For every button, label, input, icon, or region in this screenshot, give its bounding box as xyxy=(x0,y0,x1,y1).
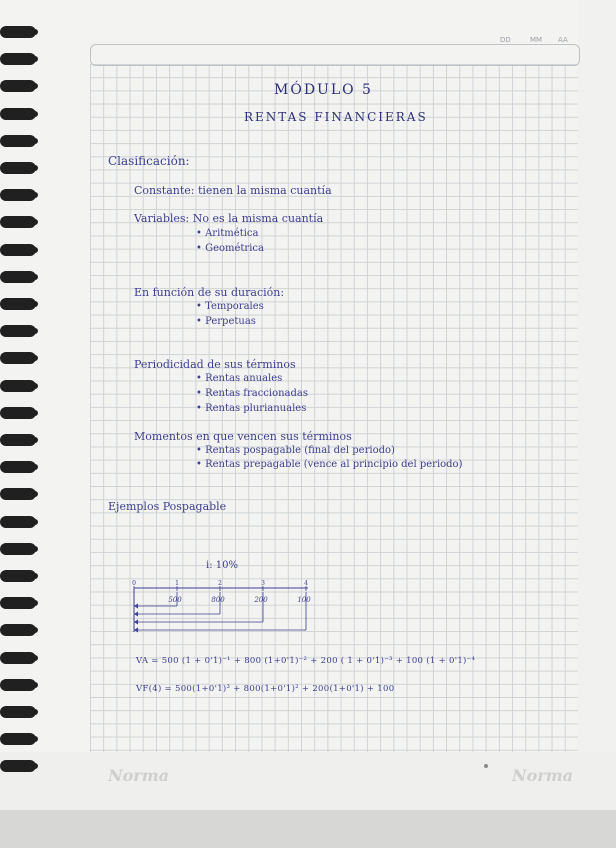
heading-clasificacion: Clasificación: xyxy=(108,154,190,168)
spiral-ring xyxy=(0,516,36,528)
cash-amount: 100 xyxy=(297,596,311,604)
text-momentos: Momentos en que vencen sus términos xyxy=(134,430,352,443)
discount-arrowhead xyxy=(134,604,138,609)
item-pospagable: • Rentas pospagable (final del periodo) xyxy=(196,445,395,456)
spiral-ring xyxy=(0,189,36,201)
date-field-year: AA xyxy=(558,36,568,44)
left-margin xyxy=(0,0,90,848)
brand-logo-left: Norma xyxy=(108,766,170,785)
page-subtitle: RENTAS FINANCIERAS xyxy=(244,110,428,124)
text-variables: Variables: No es la misma cuantía xyxy=(134,212,324,225)
interest-rate: i: 10% xyxy=(206,560,238,571)
spiral-ring xyxy=(0,488,36,500)
item-aritmetica: • Aritmética xyxy=(196,228,259,239)
spiral-ring xyxy=(0,706,36,718)
right-margin xyxy=(578,0,616,848)
item-geometrica: • Geométrica xyxy=(196,243,264,254)
spiral-ring xyxy=(0,760,36,772)
page-title: MÓDULO 5 xyxy=(274,82,373,98)
spiral-ring xyxy=(0,624,36,636)
date-field-month: MM xyxy=(530,36,543,44)
spiral-ring xyxy=(0,162,36,174)
vf-formula: VF(4) = 500(1+0'1)³ + 800(1+0'1)² + 200(1+0'1) + 100 xyxy=(136,684,395,694)
period-label: 4 xyxy=(304,580,308,587)
spiral-ring xyxy=(0,80,36,92)
item-temporales: • Temporales xyxy=(196,301,264,312)
spiral-ring xyxy=(0,325,36,337)
cash-amount: 800 xyxy=(211,596,225,604)
spiral-ring xyxy=(0,380,36,392)
item-plurianuales: • Rentas plurianuales xyxy=(196,403,307,414)
period-label: 1 xyxy=(175,580,179,587)
spiral-ring xyxy=(0,135,36,147)
spiral-ring xyxy=(0,26,36,38)
cash-amount: 500 xyxy=(168,596,182,604)
spiral-ring xyxy=(0,352,36,364)
spiral-ring xyxy=(0,679,36,691)
item-anuales: • Rentas anuales xyxy=(196,373,283,384)
spiral-ring xyxy=(0,733,36,745)
ink-dot xyxy=(484,764,488,768)
spiral-ring xyxy=(0,407,36,419)
spiral-ring xyxy=(0,271,36,283)
item-prepagable: • Rentas prepagable (vence al principio del periodo) xyxy=(196,459,463,470)
cash-amount: 200 xyxy=(254,596,268,604)
spiral-ring xyxy=(0,597,36,609)
spiral-ring xyxy=(0,53,36,65)
spiral-ring xyxy=(0,298,36,310)
text-periodicidad: Periodicidad de sus términos xyxy=(134,358,296,371)
header-box xyxy=(90,44,580,66)
discount-arrowhead xyxy=(134,628,138,633)
va-formula: VA = 500 (1 + 0'1)⁻¹ + 800 (1+0'1)⁻² + 200 ( 1 + 0'1)⁻³ + 100 (1 + 0'1)⁻⁴ xyxy=(136,656,476,666)
period-label: 0 xyxy=(132,580,136,587)
text-constante: Constante: tienen la misma cuantía xyxy=(134,184,332,197)
period-label: 3 xyxy=(261,580,265,587)
page-edge xyxy=(0,810,616,848)
discount-arrowhead xyxy=(134,620,138,625)
spiral-ring xyxy=(0,652,36,664)
spiral-ring xyxy=(0,244,36,256)
spiral-ring xyxy=(0,543,36,555)
brand-logo-right: Norma xyxy=(512,766,574,785)
date-field-day: DD xyxy=(500,36,511,44)
item-fraccionadas: • Rentas fraccionadas xyxy=(196,388,309,399)
cash-flow-timeline xyxy=(124,580,324,640)
period-label: 2 xyxy=(218,580,222,587)
heading-ejemplos: Ejemplos Pospagable xyxy=(108,500,227,513)
spiral-ring xyxy=(0,108,36,120)
spiral-ring xyxy=(0,570,36,582)
spiral-ring xyxy=(0,434,36,446)
text-duracion: En función de su duración: xyxy=(134,286,285,299)
spiral-ring xyxy=(0,461,36,473)
spiral-ring xyxy=(0,216,36,228)
discount-arrowhead xyxy=(134,612,138,617)
item-perpetuas: • Perpetuas xyxy=(196,316,256,327)
